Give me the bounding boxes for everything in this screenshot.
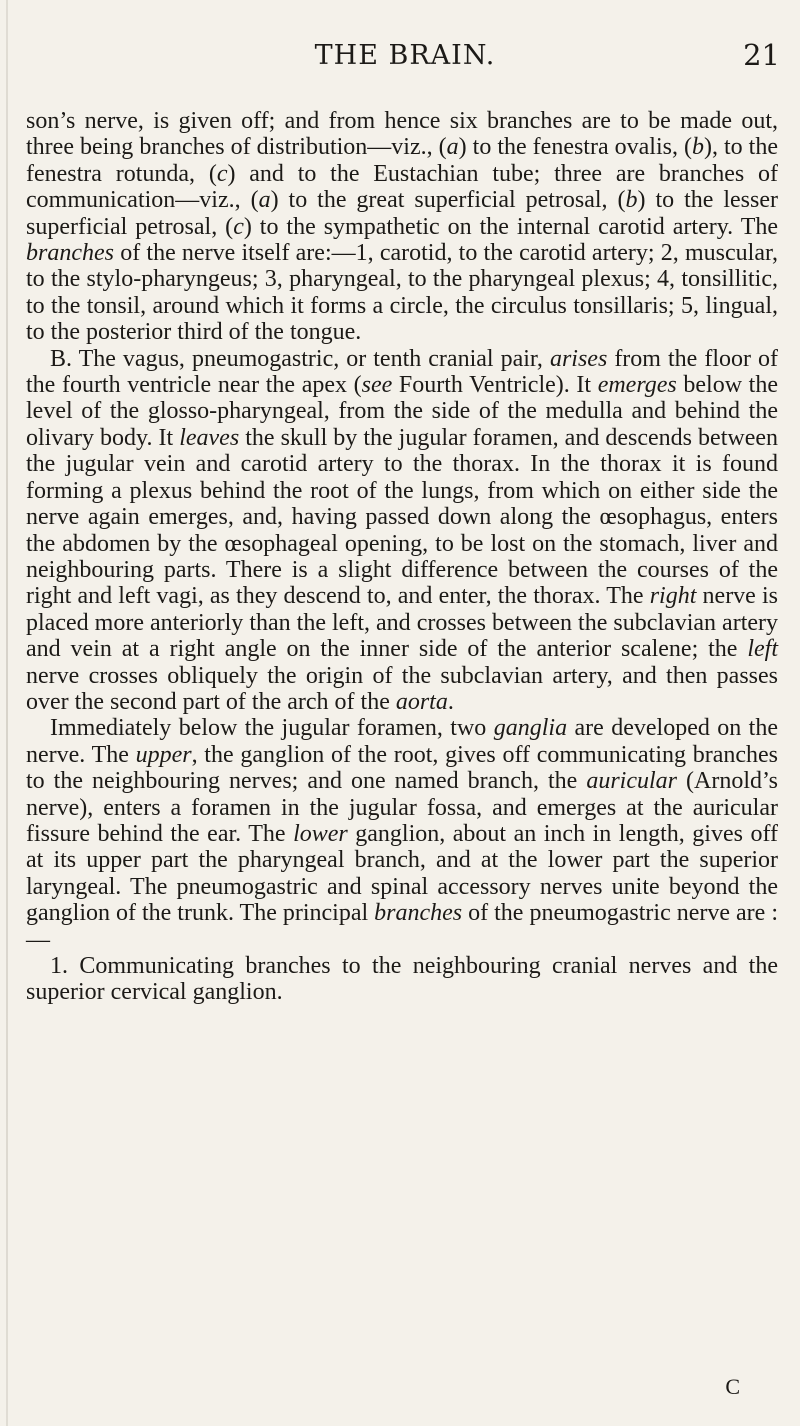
running-title: THE BRAIN.: [314, 40, 496, 71]
text-run: ) to the fenestra ovalis, (: [458, 134, 692, 161]
italic-text: auricular: [586, 768, 677, 795]
italic-text: b: [691, 134, 704, 161]
text-run: ), to the fenestra rotunda, (: [26, 134, 778, 187]
text-run: of the nerve itself are:—1, carotid, to the carotid artery; 2, muscular, to the stylo-pharyngeus; 3, pharyngeal, to the pharyngeal plexus; 4, tonsillitic, to the tonsil, around which it forms a circle, the circulus tonsillaris; 5, lingual, to the posterior third of the tongue.: [26, 240, 778, 346]
text-run: son’s nerve, is given off; and from hence six branches are to be made out, three being branches of distribution—viz., (: [26, 108, 778, 161]
text-run: the skull by the jugular foramen, and descends between the jugular vein and carotid artery to the thorax. In the thorax it is found forming a plexus behind the root of the lungs, from which on either side the nerve again emerges, and, having passed down along the œsophagus, enters the abdomen by the œsophageal opening, to be lost on the stomach, liver and neighbouring parts. There is a slight difference between the courses of the right and left vagi, as they descend to, and enter, the thorax. The: [26, 424, 778, 610]
text-run: nerve is placed more anteriorly than the left, and crosses between the subclavian artery and vein at a right angle on the inner side of the anterior scalene; the: [26, 583, 778, 663]
signature-mark: C: [725, 1374, 740, 1399]
text-run: ) to the great superficial petrosal, (: [270, 187, 626, 214]
paragraph: [26, 108, 778, 346]
text-run: ) to the lesser superficial petrosal, (: [26, 187, 779, 240]
italic-text: aorta: [395, 688, 448, 715]
page-number: 21: [743, 38, 780, 72]
text-run: (Arnold’s nerve), enters a foramen in the jugular fossa, and emerges at the auricular fissure behind the ear. The: [26, 768, 778, 847]
italic-text: b: [625, 187, 638, 214]
page-gutter-shadow: [6, 0, 8, 1426]
paragraph: [26, 346, 778, 716]
text-run: below the level of the glosso-pharyngeal, from the side of the medulla and behind the olivary body. It: [26, 372, 779, 451]
italic-text: branches: [26, 240, 114, 267]
italic-text: branches: [374, 900, 463, 927]
italic-text: upper: [135, 741, 192, 768]
paragraph: [26, 953, 778, 1006]
text-run: are developed on the nerve. The: [26, 715, 779, 768]
text-run: ganglion, about an inch in length, gives off at its upper part the pharyngeal branch, and at the lower part the superior laryngeal. The pneumogastric and spinal accessory nerves unite beyond the ganglion of the trunk. The principal: [26, 820, 778, 927]
text-run: nerve crosses obliquely the origin of the subclavian artery, and then passes over the second part of the arch of the: [26, 662, 778, 715]
italic-text: left: [747, 636, 778, 663]
italic-text: leaves: [179, 424, 240, 451]
text-run: from the floor of the fourth ventricle near the apex (: [26, 345, 778, 399]
italic-text: a: [446, 134, 459, 161]
italic-text: arises: [549, 345, 608, 372]
italic-text: right: [649, 583, 697, 610]
paragraph: [26, 715, 778, 953]
italic-text: c: [233, 213, 244, 240]
running-head: [30, 40, 780, 80]
text-run: Fourth Ventricle). It: [392, 372, 598, 399]
italic-text: c: [216, 160, 228, 187]
text-run: ) and to the Eustachian tube; three are branches of communication—viz., (: [26, 160, 778, 214]
text-run: Immediately below the jugular foramen, two: [50, 715, 494, 742]
italic-text: lower: [293, 820, 348, 847]
text-run: B. The vagus, pneumogastric, or tenth cranial pair,: [50, 345, 550, 372]
italic-text: see: [361, 372, 393, 399]
text-run: of the pneumogastric nerve are :—: [26, 900, 778, 953]
italic-text: ganglia: [493, 715, 568, 742]
body-text: [26, 108, 778, 1006]
text-run: .: [447, 688, 454, 715]
italic-text: emerges: [597, 372, 677, 399]
text-run: , the ganglion of the root, gives off communicating branches to the neighbouring nerves; and one named branch, the: [26, 741, 778, 795]
italic-text: a: [258, 187, 271, 214]
text-run: ) to the sympathetic on the internal carotid artery. The: [243, 213, 779, 240]
text-run: 1. Communicating branches to the neighbouring cranial nerves and the superior cervical ganglion.: [26, 953, 778, 1006]
